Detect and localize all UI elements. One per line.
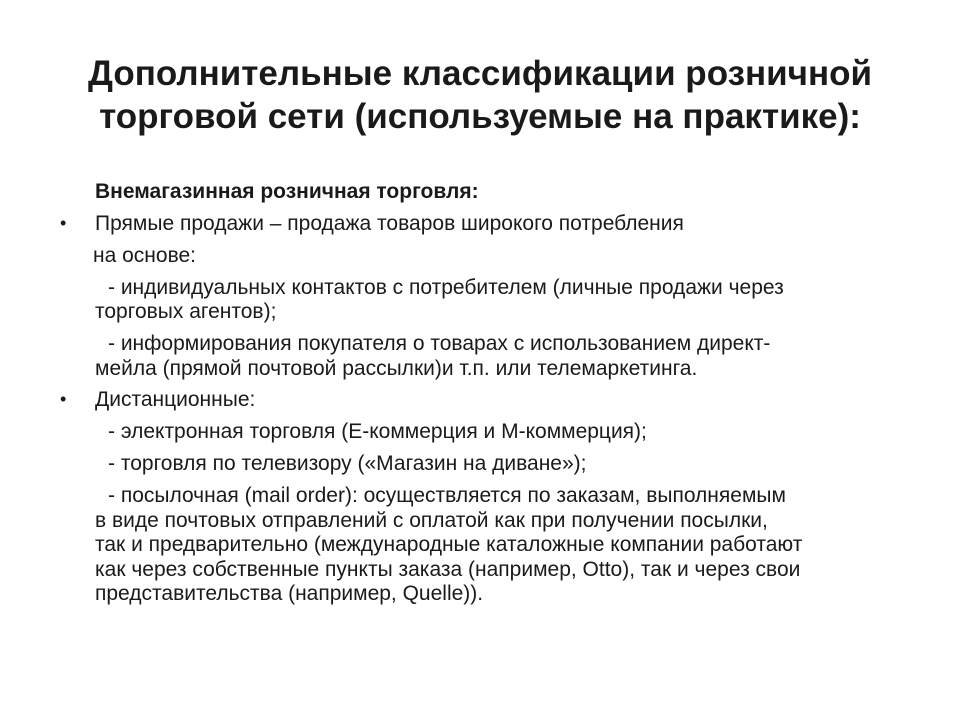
- remote-sub-3-line-4: как через собственные пункты заказа (например, Otto), так и через свои: [95, 558, 801, 581]
- remote-sub-1: - электронная торговля (Е-коммерция и М-коммерция);: [108, 420, 647, 443]
- remote-sub-3-line-2: в виде почтовых отправлений с оплатой как при получении посылки,: [95, 509, 768, 532]
- remote-sub-3-line-1: - посылочная (mail order): осуществляется по заказам, выполняемым: [108, 484, 786, 507]
- remote-line-1: Дистанционные:: [95, 388, 256, 411]
- direct-sales-sub-1-line-1: - индивидуальных контактов с потребителем (личные продажи через: [108, 276, 784, 299]
- direct-sales-sub-2-line-1: - информирования покупателя о товарах с использованием директ-: [108, 332, 771, 355]
- direct-sales-line-1: Прямые продажи – продажа товаров широкого потребления: [95, 212, 684, 235]
- slide-title: [40, 52, 920, 138]
- subheading: Внемагазинная розничная торговля:: [95, 180, 479, 203]
- remote-sub-3-line-3: так и предварительно (международные каталожные компании работают: [95, 533, 803, 556]
- title-line-2: торговой сети (используемые на практике):: [99, 97, 861, 136]
- direct-sales-line-2: на основе:: [93, 244, 197, 267]
- bullet-marker: •: [60, 389, 67, 409]
- remote-sub-3-line-5: представительства (например, Quelle)).: [95, 582, 484, 605]
- remote-sub-2: - торговля по телевизору («Магазин на диване»);: [108, 452, 587, 475]
- title-line-1: Дополнительные классификации розничной: [87, 54, 873, 93]
- direct-sales-sub-1-line-2: торговых агентов);: [95, 300, 277, 323]
- bullet-marker: •: [60, 213, 67, 233]
- direct-sales-sub-2-line-2: мейла (прямой почтовой рассылки)и т.п. или телемаркетинга.: [95, 357, 698, 380]
